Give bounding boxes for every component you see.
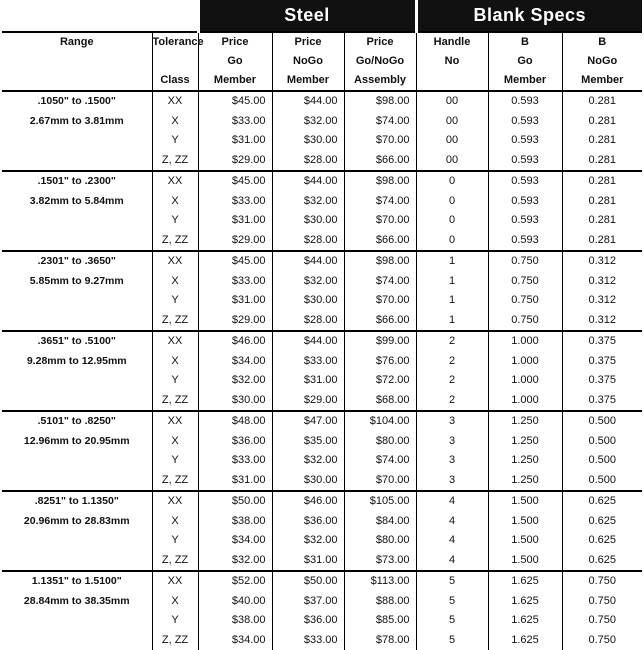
b-nogo: 0.375 bbox=[562, 371, 642, 391]
handle-no: 00 bbox=[416, 112, 488, 132]
table-row bbox=[2, 512, 642, 532]
tolerance-class: X bbox=[152, 192, 198, 212]
tolerance-class: Z, ZZ bbox=[152, 151, 198, 172]
handle-no: 5 bbox=[416, 571, 488, 592]
handle-no: 3 bbox=[416, 451, 488, 471]
handle-no: 0 bbox=[416, 171, 488, 192]
handle-no: 2 bbox=[416, 391, 488, 412]
tolerance-class: X bbox=[152, 272, 198, 292]
table-row bbox=[2, 91, 642, 112]
range-mm: 12.96mm to 20.95mm bbox=[2, 432, 152, 452]
b-go: 0.750 bbox=[488, 251, 562, 272]
range-cell bbox=[2, 471, 152, 492]
b-nogo: 0.281 bbox=[562, 131, 642, 151]
range-mm: 3.82mm to 5.84mm bbox=[2, 192, 152, 212]
price-nogo-header: NoGo bbox=[272, 52, 344, 71]
tolerance-class: Y bbox=[152, 371, 198, 391]
table-row bbox=[2, 411, 642, 432]
b-nogo: 0.625 bbox=[562, 512, 642, 532]
steel-banner: Steel bbox=[198, 0, 416, 32]
tolerance-class: Z, ZZ bbox=[152, 231, 198, 252]
tolerance-class: XX bbox=[152, 331, 198, 352]
handle-no: 5 bbox=[416, 631, 488, 650]
price-assembly: $68.00 bbox=[344, 391, 416, 412]
price-nogo-header: Member bbox=[272, 71, 344, 91]
b-go: 1.250 bbox=[488, 471, 562, 492]
tolerance-class: Y bbox=[152, 531, 198, 551]
handle-no: 0 bbox=[416, 192, 488, 212]
handle-no: 00 bbox=[416, 91, 488, 112]
tolerance-class: XX bbox=[152, 251, 198, 272]
price-assembly-header: Go/NoGo bbox=[344, 52, 416, 71]
price-go: $33.00 bbox=[198, 112, 272, 132]
price-nogo: $30.00 bbox=[272, 291, 344, 311]
price-go: $45.00 bbox=[198, 251, 272, 272]
table-row bbox=[2, 551, 642, 572]
price-assembly: $70.00 bbox=[344, 471, 416, 492]
price-assembly: $66.00 bbox=[344, 311, 416, 332]
price-go: $30.00 bbox=[198, 391, 272, 412]
price-assembly: $98.00 bbox=[344, 91, 416, 112]
price-go: $45.00 bbox=[198, 91, 272, 112]
price-go: $52.00 bbox=[198, 571, 272, 592]
table-row bbox=[2, 171, 642, 192]
table-row bbox=[2, 571, 642, 592]
b-go: 1.500 bbox=[488, 512, 562, 532]
header-row bbox=[2, 52, 642, 71]
range-inches: .8251" to 1.1350" bbox=[2, 491, 152, 512]
price-go: $50.00 bbox=[198, 491, 272, 512]
tolerance-class: X bbox=[152, 592, 198, 612]
price-go: $46.00 bbox=[198, 331, 272, 352]
price-nogo: $37.00 bbox=[272, 592, 344, 612]
range-inches: .2301" to .3650" bbox=[2, 251, 152, 272]
range-mm: 9.28mm to 12.95mm bbox=[2, 352, 152, 372]
range-cell bbox=[2, 551, 152, 572]
b-go: 1.625 bbox=[488, 611, 562, 631]
table-row bbox=[2, 491, 642, 512]
range-inches: 1.1351" to 1.5100" bbox=[2, 571, 152, 592]
table-row bbox=[2, 371, 642, 391]
handle-no: 4 bbox=[416, 531, 488, 551]
handle-no: 1 bbox=[416, 251, 488, 272]
price-nogo: $36.00 bbox=[272, 611, 344, 631]
price-assembly: $70.00 bbox=[344, 131, 416, 151]
price-assembly: $66.00 bbox=[344, 231, 416, 252]
tolerance-class: Z, ZZ bbox=[152, 551, 198, 572]
range-cell bbox=[2, 211, 152, 231]
price-assembly: $66.00 bbox=[344, 151, 416, 172]
tolerance-class: X bbox=[152, 432, 198, 452]
price-assembly: $88.00 bbox=[344, 592, 416, 612]
b-nogo: 0.375 bbox=[562, 331, 642, 352]
b-nogo: 0.312 bbox=[562, 272, 642, 292]
tolerance-header: Tolerance bbox=[152, 32, 198, 52]
table-row bbox=[2, 192, 642, 212]
b-nogo: 0.312 bbox=[562, 291, 642, 311]
price-nogo: $50.00 bbox=[272, 571, 344, 592]
price-go: $31.00 bbox=[198, 131, 272, 151]
range-cell bbox=[2, 451, 152, 471]
b-go: 1.625 bbox=[488, 592, 562, 612]
table-row bbox=[2, 592, 642, 612]
tolerance-header: Class bbox=[152, 71, 198, 91]
b-nogo-header: NoGo bbox=[562, 52, 642, 71]
price-go: $48.00 bbox=[198, 411, 272, 432]
price-assembly: $74.00 bbox=[344, 451, 416, 471]
table-row bbox=[2, 391, 642, 412]
b-nogo-header: B bbox=[562, 32, 642, 52]
price-assembly: $78.00 bbox=[344, 631, 416, 650]
range-header: Range bbox=[2, 32, 152, 52]
b-nogo: 0.281 bbox=[562, 231, 642, 252]
handle-no: 0 bbox=[416, 211, 488, 231]
b-nogo: 0.750 bbox=[562, 592, 642, 612]
range-cell bbox=[2, 311, 152, 332]
header-row bbox=[2, 71, 642, 91]
price-go: $45.00 bbox=[198, 171, 272, 192]
price-assembly: $72.00 bbox=[344, 371, 416, 391]
handle-no: 4 bbox=[416, 491, 488, 512]
b-go: 0.750 bbox=[488, 291, 562, 311]
handle-no: 2 bbox=[416, 371, 488, 391]
b-go: 0.593 bbox=[488, 211, 562, 231]
table-row bbox=[2, 211, 642, 231]
tolerance-class: XX bbox=[152, 411, 198, 432]
handle-no: 2 bbox=[416, 352, 488, 372]
b-go: 0.593 bbox=[488, 151, 562, 172]
handle-no: 0 bbox=[416, 231, 488, 252]
price-nogo: $31.00 bbox=[272, 551, 344, 572]
b-nogo: 0.281 bbox=[562, 192, 642, 212]
price-nogo-header: Price bbox=[272, 32, 344, 52]
price-nogo: $28.00 bbox=[272, 311, 344, 332]
range-cell bbox=[2, 151, 152, 172]
price-go: $33.00 bbox=[198, 272, 272, 292]
price-assembly: $73.00 bbox=[344, 551, 416, 572]
price-nogo: $36.00 bbox=[272, 512, 344, 532]
table-row bbox=[2, 251, 642, 272]
b-go: 0.593 bbox=[488, 231, 562, 252]
b-nogo: 0.625 bbox=[562, 491, 642, 512]
price-go: $33.00 bbox=[198, 451, 272, 471]
b-go: 1.250 bbox=[488, 451, 562, 471]
b-go: 1.625 bbox=[488, 571, 562, 592]
price-assembly: $74.00 bbox=[344, 112, 416, 132]
price-assembly: $76.00 bbox=[344, 352, 416, 372]
range-cell bbox=[2, 231, 152, 252]
price-nogo: $32.00 bbox=[272, 112, 344, 132]
table-row bbox=[2, 432, 642, 452]
table-row bbox=[2, 272, 642, 292]
b-go-header: Go bbox=[488, 52, 562, 71]
b-go: 0.750 bbox=[488, 311, 562, 332]
price-nogo: $33.00 bbox=[272, 631, 344, 650]
handle-no: 5 bbox=[416, 611, 488, 631]
price-go: $31.00 bbox=[198, 291, 272, 311]
price-nogo: $44.00 bbox=[272, 331, 344, 352]
handle-no: 1 bbox=[416, 291, 488, 311]
b-nogo: 0.500 bbox=[562, 451, 642, 471]
b-go: 1.000 bbox=[488, 331, 562, 352]
b-go: 1.250 bbox=[488, 432, 562, 452]
price-assembly: $70.00 bbox=[344, 291, 416, 311]
b-nogo: 0.625 bbox=[562, 551, 642, 572]
banner-row bbox=[2, 0, 642, 32]
b-go: 1.000 bbox=[488, 352, 562, 372]
b-go: 1.625 bbox=[488, 631, 562, 650]
blank-specs-banner: Blank Specs bbox=[416, 0, 642, 32]
price-nogo: $32.00 bbox=[272, 192, 344, 212]
handle-no: 5 bbox=[416, 592, 488, 612]
range-header bbox=[2, 71, 152, 91]
price-assembly-header: Price bbox=[344, 32, 416, 52]
price-nogo: $46.00 bbox=[272, 491, 344, 512]
b-nogo: 0.500 bbox=[562, 432, 642, 452]
range-inches: .5101" to .8250" bbox=[2, 411, 152, 432]
price-go: $31.00 bbox=[198, 471, 272, 492]
table-row bbox=[2, 331, 642, 352]
price-nogo: $30.00 bbox=[272, 211, 344, 231]
price-nogo: $47.00 bbox=[272, 411, 344, 432]
handle-no: 00 bbox=[416, 131, 488, 151]
price-go: $33.00 bbox=[198, 192, 272, 212]
price-nogo: $32.00 bbox=[272, 531, 344, 551]
b-nogo: 0.281 bbox=[562, 91, 642, 112]
tolerance-class: Y bbox=[152, 291, 198, 311]
price-nogo: $44.00 bbox=[272, 91, 344, 112]
b-go-header: Member bbox=[488, 71, 562, 91]
price-go: $40.00 bbox=[198, 592, 272, 612]
price-assembly: $98.00 bbox=[344, 251, 416, 272]
handle-no: 3 bbox=[416, 411, 488, 432]
table-row bbox=[2, 471, 642, 492]
price-assembly: $74.00 bbox=[344, 192, 416, 212]
tolerance-class: Y bbox=[152, 131, 198, 151]
range-mm: 28.84mm to 38.35mm bbox=[2, 592, 152, 612]
price-go: $34.00 bbox=[198, 631, 272, 650]
b-go: 0.593 bbox=[488, 131, 562, 151]
price-nogo: $32.00 bbox=[272, 272, 344, 292]
table-row bbox=[2, 611, 642, 631]
tolerance-class: XX bbox=[152, 571, 198, 592]
price-go: $34.00 bbox=[198, 352, 272, 372]
range-cell bbox=[2, 631, 152, 650]
handle-no: 1 bbox=[416, 272, 488, 292]
b-nogo: 0.281 bbox=[562, 211, 642, 231]
b-go: 1.500 bbox=[488, 531, 562, 551]
range-mm: 5.85mm to 9.27mm bbox=[2, 272, 152, 292]
price-assembly: $98.00 bbox=[344, 171, 416, 192]
b-nogo: 0.500 bbox=[562, 411, 642, 432]
price-go: $29.00 bbox=[198, 231, 272, 252]
price-nogo: $29.00 bbox=[272, 391, 344, 412]
price-assembly: $105.00 bbox=[344, 491, 416, 512]
price-nogo: $28.00 bbox=[272, 231, 344, 252]
price-assembly: $113.00 bbox=[344, 571, 416, 592]
b-nogo: 0.750 bbox=[562, 631, 642, 650]
price-go: $29.00 bbox=[198, 151, 272, 172]
price-assembly: $99.00 bbox=[344, 331, 416, 352]
tolerance-class: Z, ZZ bbox=[152, 391, 198, 412]
price-nogo: $30.00 bbox=[272, 471, 344, 492]
b-go: 0.593 bbox=[488, 171, 562, 192]
price-go-header: Go bbox=[198, 52, 272, 71]
b-go: 0.750 bbox=[488, 272, 562, 292]
table-body bbox=[2, 91, 642, 650]
b-nogo: 0.312 bbox=[562, 251, 642, 272]
handle-header: Handle bbox=[416, 32, 488, 52]
b-nogo: 0.500 bbox=[562, 471, 642, 492]
range-inches: .1501" to .2300" bbox=[2, 171, 152, 192]
b-nogo: 0.281 bbox=[562, 171, 642, 192]
table-row bbox=[2, 631, 642, 650]
tolerance-class: X bbox=[152, 512, 198, 532]
handle-header: No bbox=[416, 52, 488, 71]
price-assembly: $80.00 bbox=[344, 432, 416, 452]
handle-no: 4 bbox=[416, 512, 488, 532]
b-go: 0.593 bbox=[488, 112, 562, 132]
price-nogo: $30.00 bbox=[272, 131, 344, 151]
price-go: $34.00 bbox=[198, 531, 272, 551]
table-row bbox=[2, 131, 642, 151]
tolerance-class: Y bbox=[152, 451, 198, 471]
b-go: 0.593 bbox=[488, 192, 562, 212]
handle-no: 1 bbox=[416, 311, 488, 332]
table-row bbox=[2, 231, 642, 252]
price-go: $38.00 bbox=[198, 611, 272, 631]
price-nogo: $35.00 bbox=[272, 432, 344, 452]
handle-no: 00 bbox=[416, 151, 488, 172]
price-go-header: Price bbox=[198, 32, 272, 52]
tolerance-class: XX bbox=[152, 91, 198, 112]
b-nogo: 0.375 bbox=[562, 352, 642, 372]
b-nogo-header: Member bbox=[562, 71, 642, 91]
handle-no: 3 bbox=[416, 471, 488, 492]
range-cell bbox=[2, 391, 152, 412]
b-go: 1.250 bbox=[488, 411, 562, 432]
tolerance-class: Z, ZZ bbox=[152, 311, 198, 332]
tolerance-header bbox=[152, 52, 198, 71]
b-go: 1.000 bbox=[488, 371, 562, 391]
b-go: 1.500 bbox=[488, 491, 562, 512]
b-nogo: 0.750 bbox=[562, 611, 642, 631]
price-assembly-header: Assembly bbox=[344, 71, 416, 91]
column-headers bbox=[2, 32, 642, 91]
tolerance-class: X bbox=[152, 352, 198, 372]
b-nogo: 0.625 bbox=[562, 531, 642, 551]
table-row bbox=[2, 451, 642, 471]
range-mm: 2.67mm to 3.81mm bbox=[2, 112, 152, 132]
tolerance-class: Z, ZZ bbox=[152, 471, 198, 492]
price-nogo: $44.00 bbox=[272, 251, 344, 272]
price-nogo: $32.00 bbox=[272, 451, 344, 471]
range-cell bbox=[2, 611, 152, 631]
tolerance-class: Y bbox=[152, 611, 198, 631]
price-go: $32.00 bbox=[198, 371, 272, 391]
range-mm: 20.96mm to 28.83mm bbox=[2, 512, 152, 532]
price-assembly: $85.00 bbox=[344, 611, 416, 631]
range-cell bbox=[2, 531, 152, 551]
b-nogo: 0.312 bbox=[562, 311, 642, 332]
tolerance-class: Z, ZZ bbox=[152, 631, 198, 650]
price-assembly: $80.00 bbox=[344, 531, 416, 551]
handle-no: 3 bbox=[416, 432, 488, 452]
table-row bbox=[2, 311, 642, 332]
tolerance-class: Y bbox=[152, 211, 198, 231]
tolerance-class: XX bbox=[152, 171, 198, 192]
header-row bbox=[2, 32, 642, 52]
price-go: $38.00 bbox=[198, 512, 272, 532]
range-inches: .3651" to .5100" bbox=[2, 331, 152, 352]
price-nogo: $33.00 bbox=[272, 352, 344, 372]
b-go: 1.000 bbox=[488, 391, 562, 412]
price-go: $29.00 bbox=[198, 311, 272, 332]
tolerance-class: X bbox=[152, 112, 198, 132]
price-go: $31.00 bbox=[198, 211, 272, 231]
b-go-header: B bbox=[488, 32, 562, 52]
range-header bbox=[2, 52, 152, 71]
price-nogo: $44.00 bbox=[272, 171, 344, 192]
price-nogo: $31.00 bbox=[272, 371, 344, 391]
table-row bbox=[2, 352, 642, 372]
b-go: 1.500 bbox=[488, 551, 562, 572]
handle-no: 2 bbox=[416, 331, 488, 352]
table-row bbox=[2, 291, 642, 311]
table-row bbox=[2, 112, 642, 132]
price-go-header: Member bbox=[198, 71, 272, 91]
price-go: $36.00 bbox=[198, 432, 272, 452]
price-assembly: $70.00 bbox=[344, 211, 416, 231]
price-nogo: $28.00 bbox=[272, 151, 344, 172]
price-go: $32.00 bbox=[198, 551, 272, 572]
handle-header bbox=[416, 71, 488, 91]
b-nogo: 0.281 bbox=[562, 151, 642, 172]
price-assembly: $104.00 bbox=[344, 411, 416, 432]
gauge-price-table bbox=[2, 0, 642, 650]
b-nogo: 0.750 bbox=[562, 571, 642, 592]
range-cell bbox=[2, 131, 152, 151]
range-cell bbox=[2, 291, 152, 311]
b-go: 0.593 bbox=[488, 91, 562, 112]
b-nogo: 0.281 bbox=[562, 112, 642, 132]
handle-no: 4 bbox=[416, 551, 488, 572]
table-row bbox=[2, 531, 642, 551]
range-inches: .1050" to .1500" bbox=[2, 91, 152, 112]
price-assembly: $74.00 bbox=[344, 272, 416, 292]
tolerance-class: XX bbox=[152, 491, 198, 512]
b-nogo: 0.375 bbox=[562, 391, 642, 412]
table-row bbox=[2, 151, 642, 172]
price-assembly: $84.00 bbox=[344, 512, 416, 532]
range-cell bbox=[2, 371, 152, 391]
